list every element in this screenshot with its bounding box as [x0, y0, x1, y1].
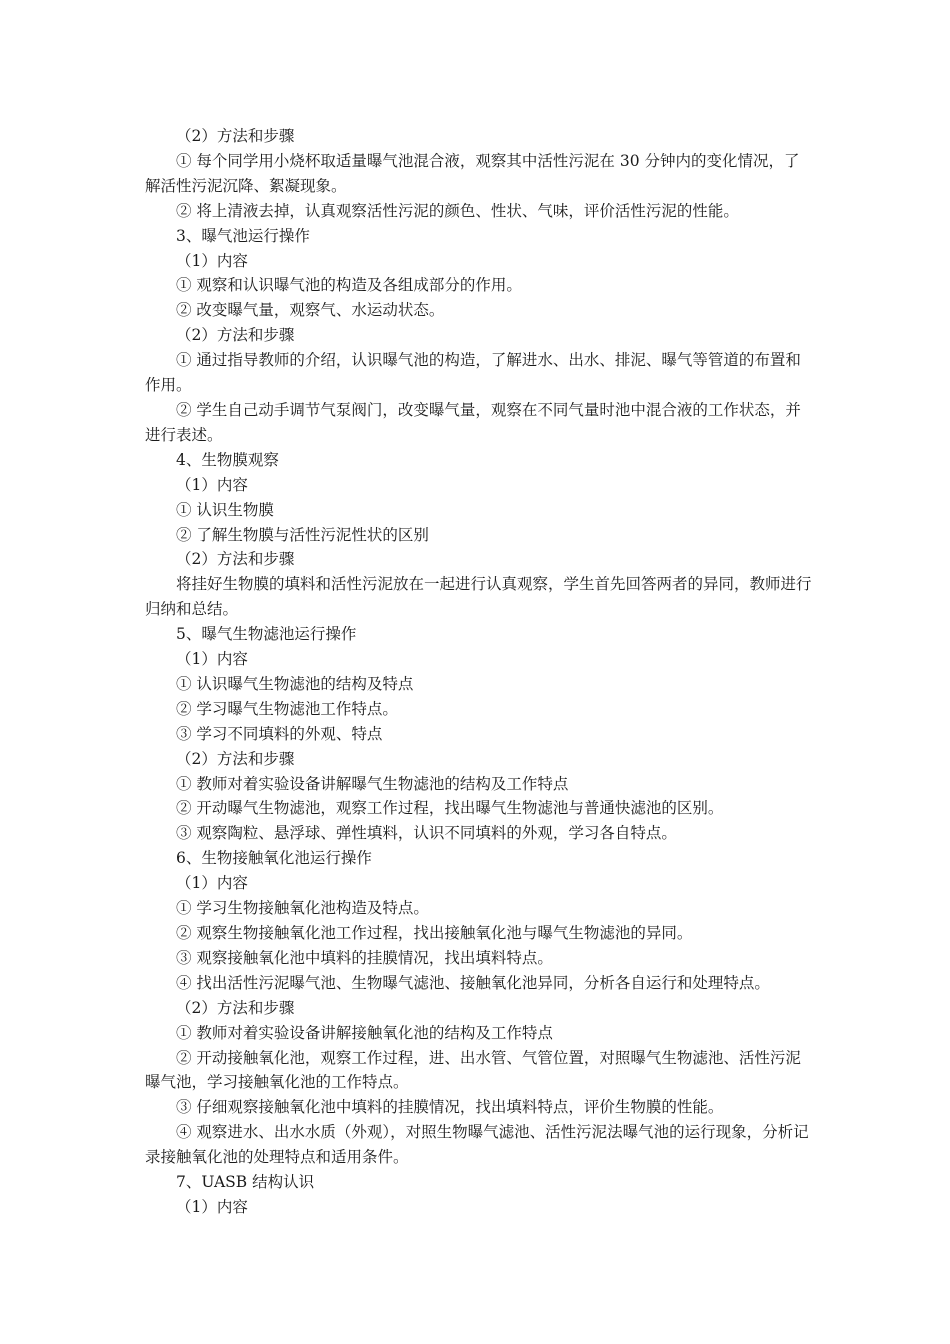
section-heading: （1）内容 [176, 251, 248, 270]
section-heading: （2）方法和步骤 [176, 550, 295, 569]
paragraph: ① 每个同学用小烧杯取适量曝气池混合液，观察其中活性污泥在 30 分钟内的变化情况，了解活性污泥沉降、絮凝现象。 [145, 151, 800, 195]
paragraph: ② 开动接触氧化池，观察工作过程，进、出水管、气管位置，对照曝气生物滤池、活性污泥曝气池，学习接触氧化池的工作特点。 [145, 1048, 801, 1092]
paragraph: ① 认识曝气生物滤池的结构及特点 [176, 674, 414, 693]
section-heading: 5、曝气生物滤池运行操作 [176, 625, 357, 644]
paragraph: ① 学习生物接触氧化池构造及特点。 [176, 899, 429, 918]
section-heading: （2）方法和步骤 [176, 998, 295, 1017]
section-heading: （1）内容 [176, 874, 248, 893]
paragraph: ④ 找出活性污泥曝气池、生物曝气滤池、接触氧化池异同，分析各自运行和处理特点。 [176, 973, 770, 992]
section-heading: （2）方法和步骤 [176, 326, 295, 345]
paragraph: ① 观察和认识曝气池的构造及各组成部分的作用。 [176, 276, 522, 295]
paragraph: ① 教师对着实验设备讲解曝气生物滤池的结构及工作特点 [176, 774, 569, 793]
paragraph: ② 了解生物膜与活性污泥性状的区别 [176, 525, 429, 544]
paragraph: ② 开动曝气生物滤池，观察工作过程，找出曝气生物滤池与普通快滤池的区别。 [176, 799, 724, 818]
section-heading: 3、曝气池运行操作 [176, 226, 310, 245]
paragraph: ① 通过指导教师的介绍，认识曝气池的构造，了解进水、出水、排泥、曝气等管道的布置和作用。 [145, 351, 801, 395]
section-heading: （1）内容 [176, 475, 248, 494]
section-heading: （1）内容 [176, 650, 248, 669]
paragraph: ① 认识生物膜 [176, 500, 274, 519]
paragraph: ② 学习曝气生物滤池工作特点。 [176, 699, 398, 718]
section-heading: 6、生物接触氧化池运行操作 [176, 849, 372, 868]
section-heading: （2）方法和步骤 [176, 749, 295, 768]
paragraph: ③ 观察接触氧化池中填料的挂膜情况，找出填料特点。 [176, 948, 553, 967]
paragraph: ② 改变曝气量，观察气、水运动状态。 [176, 301, 445, 320]
paragraph: ③ 学习不同填料的外观、特点 [176, 724, 383, 743]
paragraph: ① 教师对着实验设备讲解接触氧化池的结构及工作特点 [176, 1023, 553, 1042]
section-heading: 4、生物膜观察 [176, 450, 279, 469]
document-body [145, 124, 813, 1220]
section-heading: （2）方法和步骤 [176, 127, 295, 145]
section-heading: 7、UASB 结构认识 [176, 1173, 315, 1192]
paragraph: ② 学生自己动手调节气泵阀门，改变曝气量，观察在不同气量时池中混合液的工作状态，并进行表述。 [145, 400, 801, 444]
paragraph: 将挂好生物膜的填料和活性污泥放在一起进行认真观察，学生首先回答两者的异同，教师进行归纳和总结。 [145, 575, 812, 619]
paragraph: ③ 仔细观察接触氧化池中填料的挂膜情况，找出填料特点，评价生物膜的性能。 [176, 1098, 724, 1117]
section-heading: （1）内容 [176, 1197, 248, 1216]
paragraph: ② 观察生物接触氧化池工作过程，找出接触氧化池与曝气生物滤池的异同。 [176, 924, 693, 942]
paragraph: ③ 观察陶粒、悬浮球、弹性填料，认识不同填料的外观，学习各自特点。 [176, 824, 677, 843]
paragraph: ② 将上清液去掉，认真观察活性污泥的颜色、性状、气味，评价活性污泥的性能。 [176, 201, 739, 220]
paragraph: ④ 观察进水、出水水质（外观），对照生物曝气滤池、活性污泥法曝气池的运行现象，分析记录接触氧化池的处理特点和适用条件。 [145, 1123, 809, 1167]
